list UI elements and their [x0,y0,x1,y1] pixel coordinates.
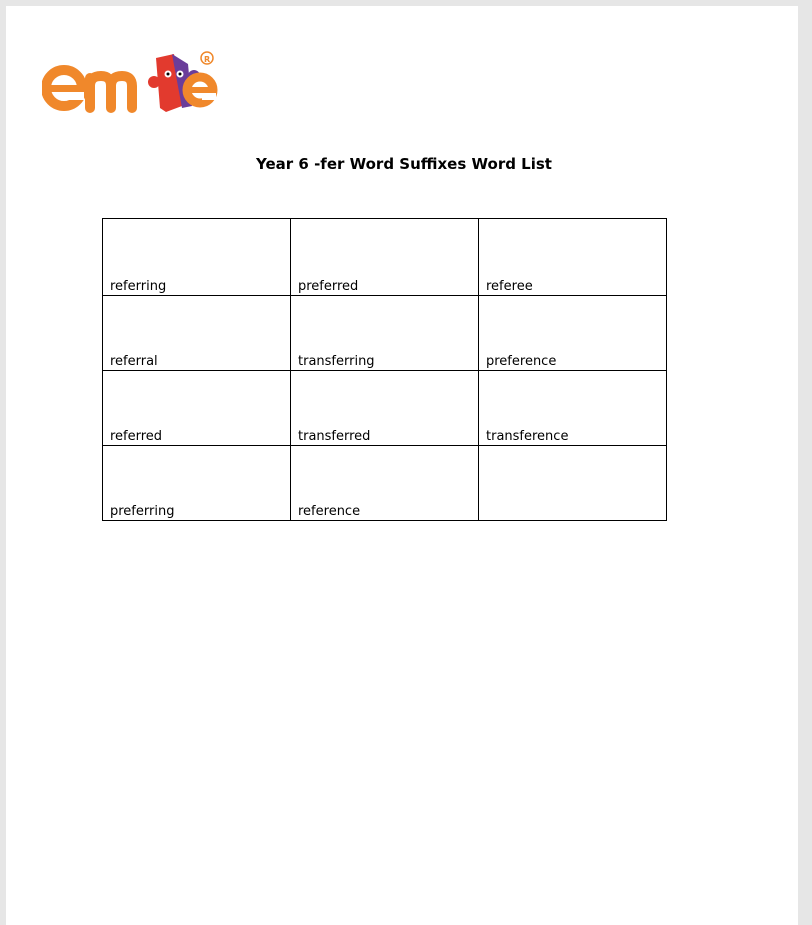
table-cell: transferring [291,296,479,371]
table-cell: referred [103,371,291,446]
table-cell: referee [479,219,667,296]
table-cell: transference [479,371,667,446]
table-cell: preference [479,296,667,371]
table-cell: preferred [291,219,479,296]
word-list-table [102,218,667,521]
emile-logo [42,46,222,116]
table-cell: referral [103,296,291,371]
table-row [103,446,667,521]
table-cell: preferring [103,446,291,521]
svg-text:R: R [204,55,211,64]
table-cell: transferred [291,371,479,446]
table-cell [479,446,667,521]
page-title: Year 6 -fer Word Suffixes Word List [256,155,552,173]
table-row [103,219,667,296]
table-cell: referring [103,219,291,296]
table-row [103,296,667,371]
document-page [6,6,798,925]
table-cell: reference [291,446,479,521]
table-row [103,371,667,446]
